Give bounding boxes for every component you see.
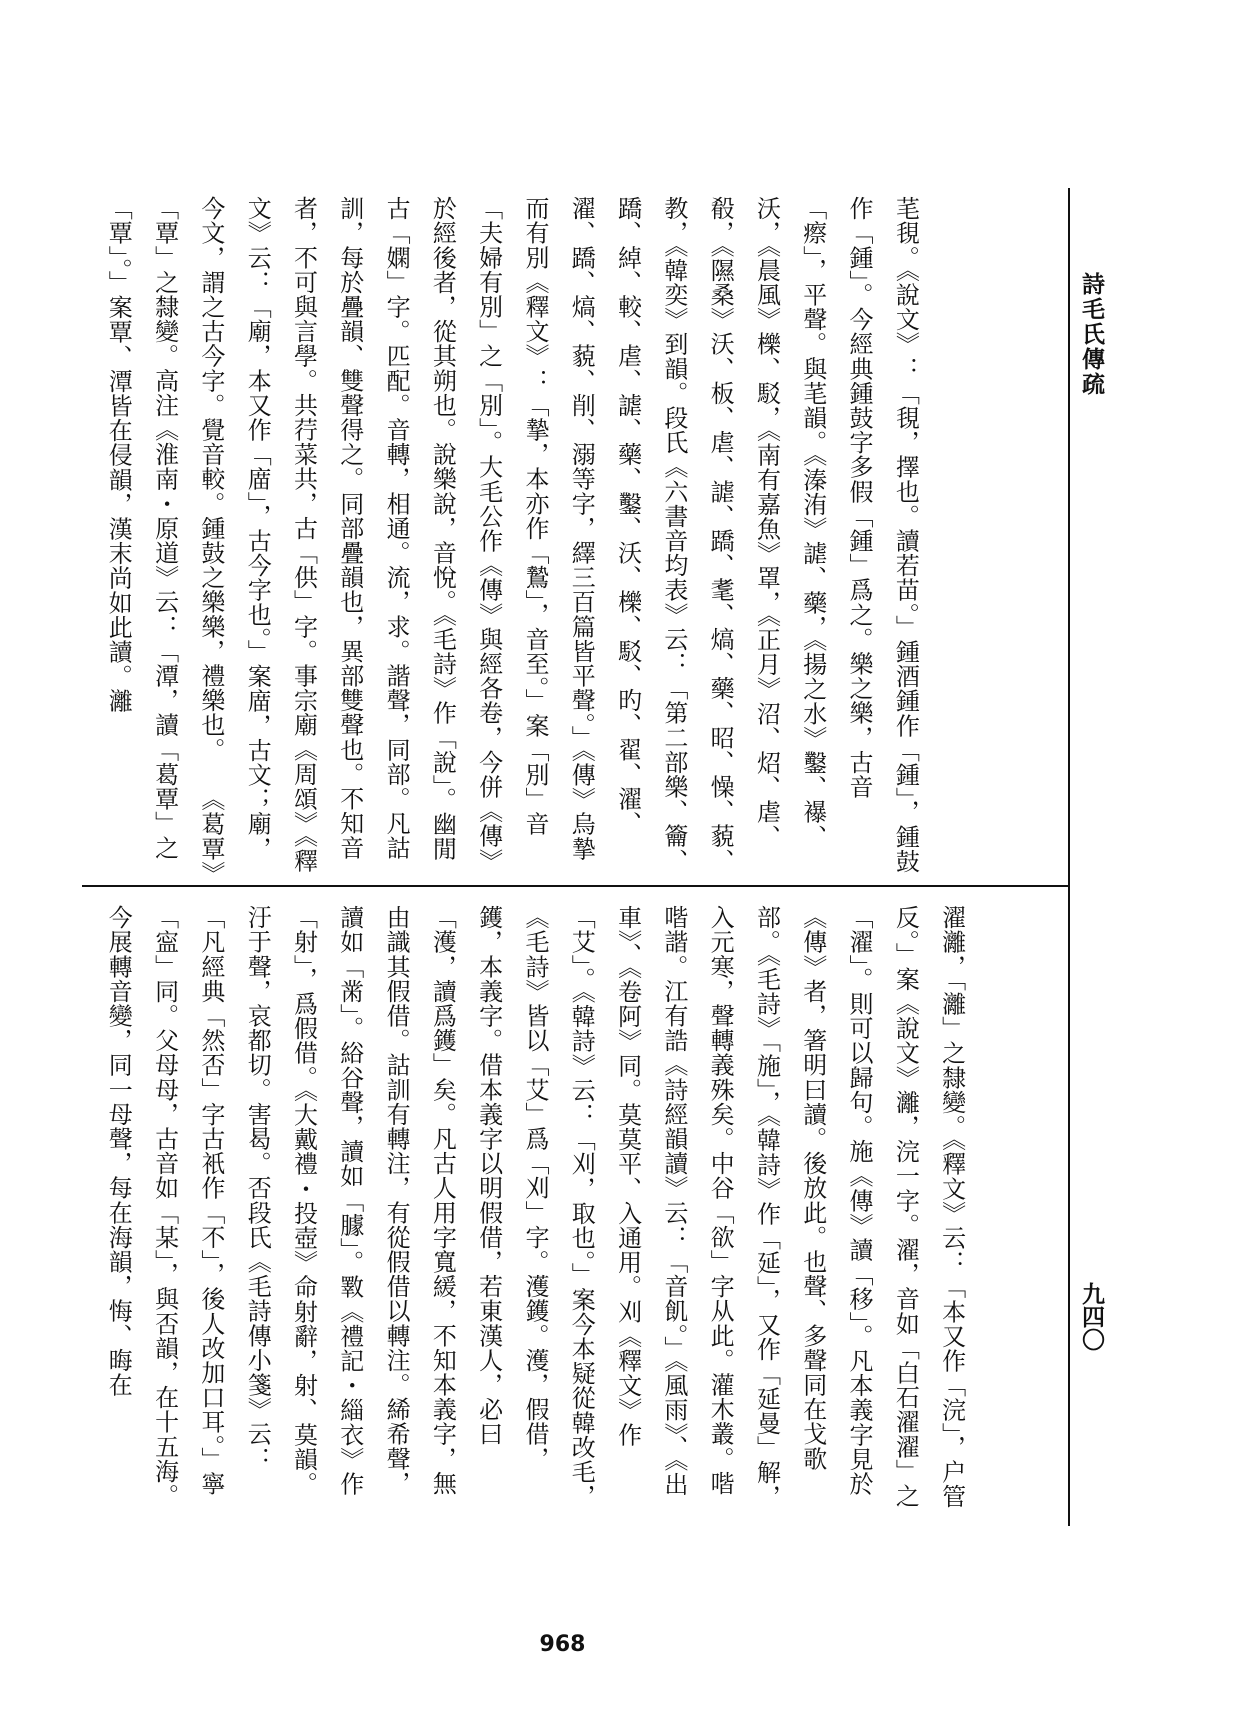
page-number-chinese: 九四〇 [1078, 1282, 1105, 1351]
upper-register-text: 芼覒。《說文》：「覒，擇也。讀若苗。」鍾酒鍾作「鍾」，鍾鼓作「鍾」。今經典鍾鼓字多假「鍾」爲之。樂之樂，古音「瘵」，平聲。與芼韻。《溱洧》謔、藥，《揚之水》鑿、襮、沃，《晨風》櫟、駁，《南有嘉魚》罩，《正月》沼、炤、虐、殽，《隰桑》沃、板、虐、謔、蹻、耄、熇、藥、昭、懆、藐、教，《韓奕》到韻。段氏《六書音均表》云：「第二部樂、籥、蹻、綽、較、虐、謔、藥、鑿、沃、櫟、駁、旳、翟、濯、濯、蹻、熇、藐、削、溺等字，繹三百篇皆平聲。」《傳》烏摯而有別《釋文》：「摯，本亦作「鷙」，音至。」案「別」音「夫婦有別」之「別」。大毛公作《傳》與經各卷，今併《傳》於經後者，從其朔也。說樂說，音悅。《毛詩》作「說」。幽閒古「嫻」字。匹配。音轉，相通。流，求。諧聲，同部。凡詁訓，每於疊韻、雙聲得之。同部疊韻也，異部雙聲也。不知音者，不可與言學。共荇菜共，古「供」字。事宗廟《周頌》《釋文》云：「廟，本又作「庿」，古今字也。」案庿，古文；廟，今文，謂之古今字。覺音較。鍾鼓之樂樂，禮樂也。 《葛覃》「覃」之隸變。高注《淮南・原道》云：「潭，讀「葛覃」之「覃」。」案覃、潭皆在侵韻，漢末尚如此讀。灕 [104, 196, 920, 874]
lower-register-text: 濯灕，「灕」之隸變。《釋文》云：「本又作「浣」，户管反。」案《說文》灕，浣一字。濯，音如「白石濯濯」之「濯」。則可以歸句。施《傳》讀「移」。凡本義字見於《傳》者，箸明曰讀。後放此。也聲、多聲同在戈歌部。《毛詩》「施」，《韓詩》作「延」，又作「延曼」解，入元寒，聲轉義殊矣。中谷「欲」字从此。灌木叢。喈喈諧。江有誥《詩經韻讀》云：「音飢。」《風雨》、《出車》、《卷阿》同。莫莫平、入通用。刈《釋文》作「艾」。《韓詩》云：「刈，取也。」案今本疑從韓改毛，《毛詩》皆以「艾」爲「刈」字。濩鑊。濩，假借，鑊，本義字。借本義字以明假借，若東漢人，必曰「濩，讀爲鑊」矣。凡古人用字寬緩，不知本義字，無由識其假借。詁訓有轉注，有從假借以轉注。絺希聲，讀如「黹」。綌谷聲，讀如「臄」。斁《禮記・緇衣》作「射」，爲假借。《大戴禮・投壺》命射辭，射、莫韻。汙于聲，哀都切。害曷。否段氏《毛詩傳小箋》云：「凡經典「然否」字古衹作「不」，後人改加口耳。」寧「寍」同。父母母，古音如「某」，與否韻，在十五海。今展轉音變，同一母聲，每在海韻，悔、晦在 [104, 905, 966, 1510]
running-title: 詩毛氏傳疏 [1078, 272, 1105, 397]
lower-register [95, 905, 1055, 1519]
header-rule [1068, 188, 1070, 1526]
folio-number: 968 [539, 1632, 586, 1657]
upper-register [95, 196, 1055, 876]
register-divider [82, 885, 1070, 887]
